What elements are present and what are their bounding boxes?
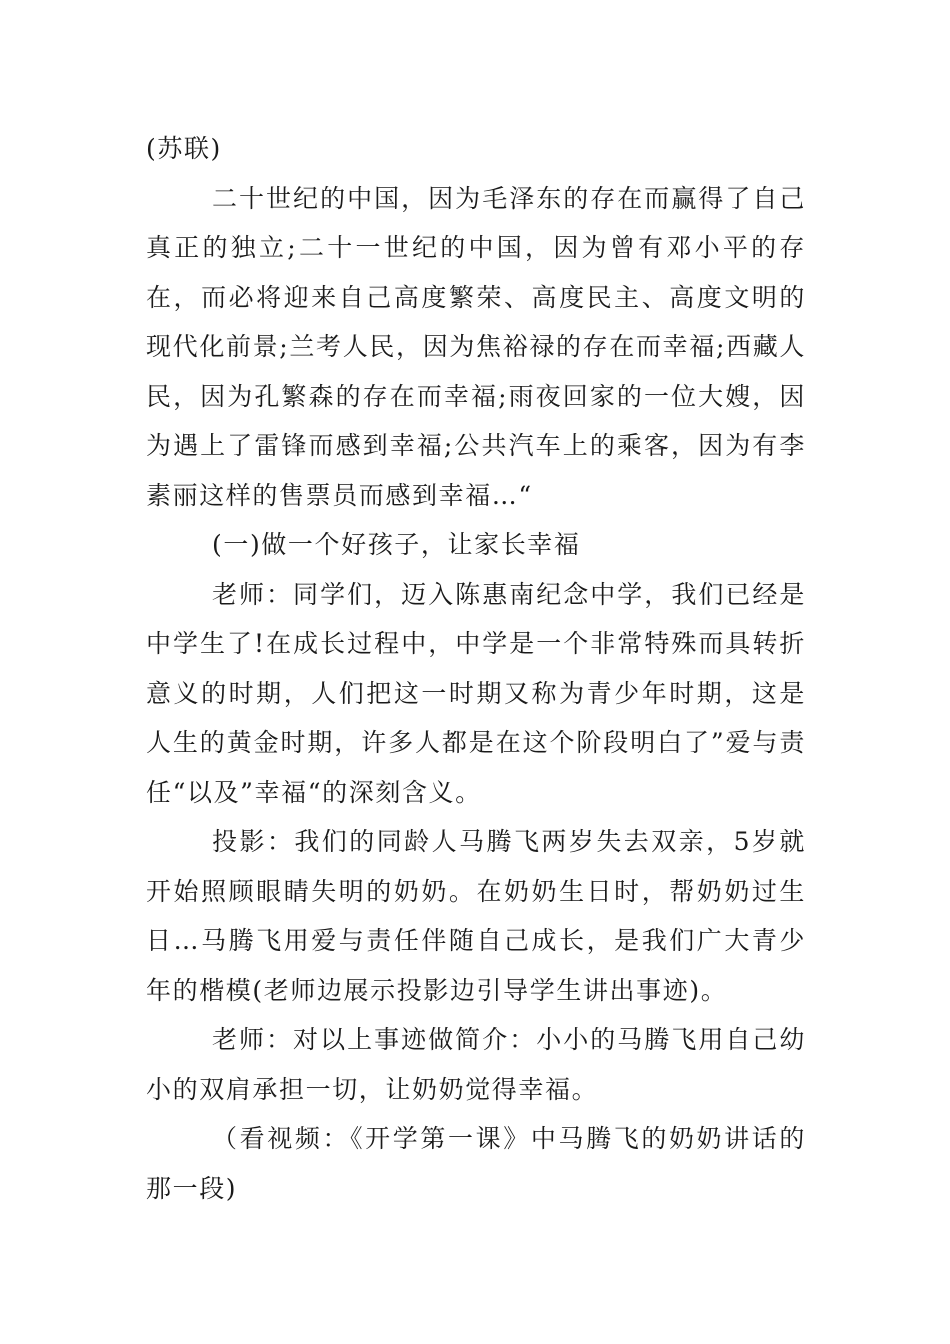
document-body xyxy=(146,124,806,1213)
paragraph-happiness-examples: 二十世纪的中国，因为毛泽东的存在而赢得了自己真正的独立;二十一世纪的中国，因为曾有邓小平的存在，而必将迎来自己高度繁荣、高度民主、高度文明的现代化前景;兰考人民，因为焦裕禄的存在而幸福;西藏人民，因为孔繁森的存在而幸福;雨夜回家的一位大嫂，因为遇上了雷锋而感到幸福;公共汽车上的乘客，因为有李素丽这样的售票员而感到幸福…“ xyxy=(146,183,806,510)
paragraph-projection: 投影：我们的同龄人马腾飞两岁失去双亲，5岁就开始照顾眼睛失明的奶奶。在奶奶生日时，帮奶奶过生日…马腾飞用爱与责任伴随自己成长，是我们广大青少年的楷模(老师边展示投影边引导学生讲出事迹)。 xyxy=(146,827,806,1005)
paragraph-video-note: （看视频：《开学第一课》中马腾飞的奶奶讲话的那一段) xyxy=(146,1124,806,1203)
paragraph-origin-note: (苏联) xyxy=(146,134,222,163)
section-heading: (一)做一个好孩子，让家长幸福 xyxy=(212,530,581,559)
paragraph-teacher-intro: 老师：同学们，迈入陈惠南纪念中学，我们已经是中学生了!在成长过程中，中学是一个非常特殊而具转折意义的时期，人们把这一时期又称为青少年时期，这是人生的黄金时期，许多人都是在这个阶段明白了”爱与责任“以及”幸福“的深刻含义。 xyxy=(146,579,806,807)
paragraph-teacher-summary: 老师：对以上事迹做简介：小小的马腾飞用自己幼小的双肩承担一切，让奶奶觉得幸福。 xyxy=(146,1025,806,1104)
